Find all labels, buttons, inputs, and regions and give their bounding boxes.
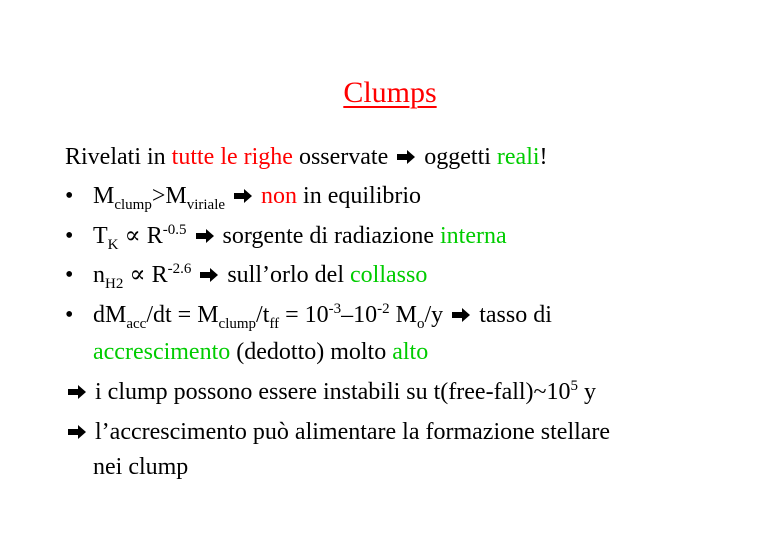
right-arrow-icon [394,145,418,169]
conclusion-star-formation: l’accrescimento può alimentare la formazione stellare [65,420,610,444]
right-arrow-icon [197,263,221,287]
right-arrow-icon [65,420,89,444]
right-arrow-icon [231,184,255,208]
right-arrow-icon [449,303,473,327]
bullet-accretion-cont: accrescimento (dedotto) molto alto [93,339,429,365]
conclusion-star-formation-cont: nei clump [93,454,189,480]
right-arrow-icon [65,380,89,404]
bullet-density: • $n_{H2} \propto R^{-2.6}$ sull’orlo del collasso [65,261,428,292]
slide-title: Clumps [343,76,437,109]
intro-line: Rivelati in tutte le righe osservate oggetti reali! [65,144,548,170]
right-arrow-icon [193,224,217,248]
bullet-temperature: • $T_K \propto R^{-0.5}$ sorgente di radiazione interna [65,222,507,253]
bullet-accretion: • $dM_{acc}/dt = M_{clump}/t_{ff} = 10^{-3}-10^{-2}$ $M_o/y$ tasso di [65,301,552,332]
bullet-mass: • $M_{clump}>M_{viriale}$ non in equilibrio [65,183,422,213]
conclusion-instability: i clump possono essere instabili su $t(free-fall)\sim 10^5$ y [65,380,596,404]
